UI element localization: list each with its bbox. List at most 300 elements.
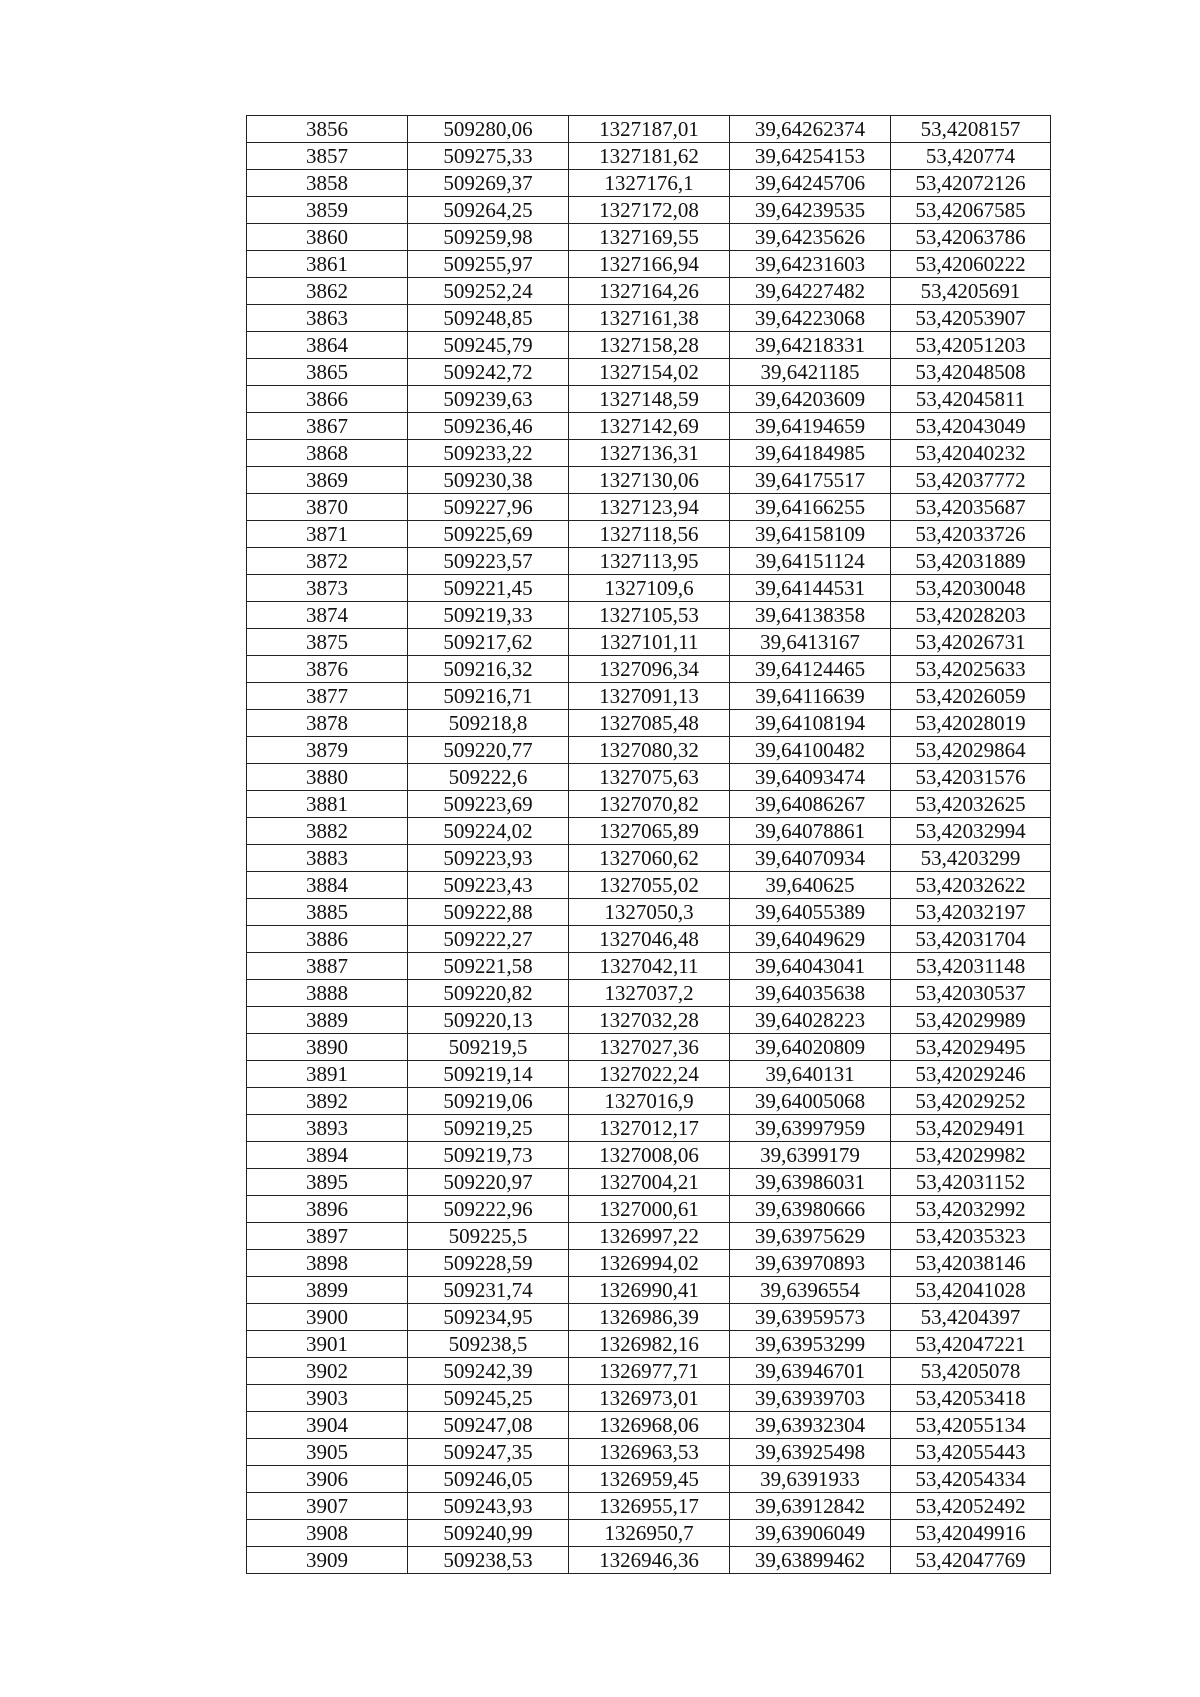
- longitude-cell: 39,64218331: [730, 332, 891, 359]
- table-row: [247, 953, 1051, 980]
- latitude-cell: 53,42031576: [891, 764, 1051, 791]
- coordinates-table-body: [247, 116, 1051, 1574]
- latitude-cell: 53,42029864: [891, 737, 1051, 764]
- longitude-cell: 39,6391933: [730, 1466, 891, 1493]
- latitude-cell: 53,42029989: [891, 1007, 1051, 1034]
- y-coordinate-cell: 1327085,48: [569, 710, 730, 737]
- y-coordinate-cell: 1327091,13: [569, 683, 730, 710]
- x-coordinate-cell: 509264,25: [408, 197, 569, 224]
- table-row: [247, 1223, 1051, 1250]
- latitude-cell: 53,4203299: [891, 845, 1051, 872]
- latitude-cell: 53,42049916: [891, 1520, 1051, 1547]
- longitude-cell: 39,63932304: [730, 1412, 891, 1439]
- latitude-cell: 53,42047769: [891, 1547, 1051, 1574]
- table-row: [247, 683, 1051, 710]
- y-coordinate-cell: 1327148,59: [569, 386, 730, 413]
- table-row: [247, 1358, 1051, 1385]
- x-coordinate-cell: 509216,32: [408, 656, 569, 683]
- x-coordinate-cell: 509222,6: [408, 764, 569, 791]
- y-coordinate-cell: 1326986,39: [569, 1304, 730, 1331]
- x-coordinate-cell: 509221,45: [408, 575, 569, 602]
- longitude-cell: 39,64262374: [730, 116, 891, 143]
- longitude-cell: 39,63986031: [730, 1169, 891, 1196]
- x-coordinate-cell: 509248,85: [408, 305, 569, 332]
- latitude-cell: 53,42029246: [891, 1061, 1051, 1088]
- x-coordinate-cell: 509243,93: [408, 1493, 569, 1520]
- latitude-cell: 53,42029495: [891, 1034, 1051, 1061]
- table-row: [247, 332, 1051, 359]
- point-number-cell: 3858: [247, 170, 408, 197]
- point-number-cell: 3874: [247, 602, 408, 629]
- latitude-cell: 53,42055443: [891, 1439, 1051, 1466]
- latitude-cell: 53,42035687: [891, 494, 1051, 521]
- y-coordinate-cell: 1327065,89: [569, 818, 730, 845]
- table-row: [247, 1547, 1051, 1574]
- x-coordinate-cell: 509218,8: [408, 710, 569, 737]
- table-row: [247, 170, 1051, 197]
- latitude-cell: 53,42038146: [891, 1250, 1051, 1277]
- y-coordinate-cell: 1327004,21: [569, 1169, 730, 1196]
- point-number-cell: 3866: [247, 386, 408, 413]
- table-row: [247, 251, 1051, 278]
- point-number-cell: 3893: [247, 1115, 408, 1142]
- x-coordinate-cell: 509225,5: [408, 1223, 569, 1250]
- y-coordinate-cell: 1327046,48: [569, 926, 730, 953]
- latitude-cell: 53,4208157: [891, 116, 1051, 143]
- y-coordinate-cell: 1327012,17: [569, 1115, 730, 1142]
- y-coordinate-cell: 1327080,32: [569, 737, 730, 764]
- longitude-cell: 39,63946701: [730, 1358, 891, 1385]
- table-row: [247, 629, 1051, 656]
- longitude-cell: 39,64223068: [730, 305, 891, 332]
- table-row: [247, 872, 1051, 899]
- table-row: [247, 1304, 1051, 1331]
- latitude-cell: 53,42052492: [891, 1493, 1051, 1520]
- point-number-cell: 3880: [247, 764, 408, 791]
- latitude-cell: 53,42043049: [891, 413, 1051, 440]
- latitude-cell: 53,4204397: [891, 1304, 1051, 1331]
- longitude-cell: 39,63925498: [730, 1439, 891, 1466]
- x-coordinate-cell: 509217,62: [408, 629, 569, 656]
- y-coordinate-cell: 1326994,02: [569, 1250, 730, 1277]
- table-row: [247, 764, 1051, 791]
- longitude-cell: 39,6396554: [730, 1277, 891, 1304]
- table-row: [247, 1331, 1051, 1358]
- point-number-cell: 3889: [247, 1007, 408, 1034]
- longitude-cell: 39,64138358: [730, 602, 891, 629]
- x-coordinate-cell: 509242,39: [408, 1358, 569, 1385]
- latitude-cell: 53,420774: [891, 143, 1051, 170]
- longitude-cell: 39,64100482: [730, 737, 891, 764]
- x-coordinate-cell: 509231,74: [408, 1277, 569, 1304]
- x-coordinate-cell: 509247,08: [408, 1412, 569, 1439]
- point-number-cell: 3891: [247, 1061, 408, 1088]
- point-number-cell: 3862: [247, 278, 408, 305]
- point-number-cell: 3884: [247, 872, 408, 899]
- table-row: [247, 197, 1051, 224]
- x-coordinate-cell: 509219,14: [408, 1061, 569, 1088]
- x-coordinate-cell: 509255,97: [408, 251, 569, 278]
- latitude-cell: 53,42030537: [891, 980, 1051, 1007]
- y-coordinate-cell: 1327037,2: [569, 980, 730, 1007]
- y-coordinate-cell: 1327164,26: [569, 278, 730, 305]
- latitude-cell: 53,42029491: [891, 1115, 1051, 1142]
- table-row: [247, 359, 1051, 386]
- latitude-cell: 53,42032622: [891, 872, 1051, 899]
- x-coordinate-cell: 509247,35: [408, 1439, 569, 1466]
- latitude-cell: 53,42031148: [891, 953, 1051, 980]
- table-row: [247, 656, 1051, 683]
- latitude-cell: 53,42040232: [891, 440, 1051, 467]
- y-coordinate-cell: 1326977,71: [569, 1358, 730, 1385]
- y-coordinate-cell: 1327118,56: [569, 521, 730, 548]
- table-row: [247, 899, 1051, 926]
- table-row: [247, 494, 1051, 521]
- point-number-cell: 3871: [247, 521, 408, 548]
- table-row: [247, 224, 1051, 251]
- latitude-cell: 53,42029982: [891, 1142, 1051, 1169]
- longitude-cell: 39,63906049: [730, 1520, 891, 1547]
- x-coordinate-cell: 509227,96: [408, 494, 569, 521]
- longitude-cell: 39,640625: [730, 872, 891, 899]
- table-row: [247, 575, 1051, 602]
- latitude-cell: 53,42031152: [891, 1169, 1051, 1196]
- longitude-cell: 39,64175517: [730, 467, 891, 494]
- longitude-cell: 39,63939703: [730, 1385, 891, 1412]
- point-number-cell: 3860: [247, 224, 408, 251]
- table-row: [247, 1412, 1051, 1439]
- longitude-cell: 39,64070934: [730, 845, 891, 872]
- x-coordinate-cell: 509269,37: [408, 170, 569, 197]
- point-number-cell: 3886: [247, 926, 408, 953]
- table-row: [247, 1520, 1051, 1547]
- latitude-cell: 53,42063786: [891, 224, 1051, 251]
- longitude-cell: 39,63959573: [730, 1304, 891, 1331]
- longitude-cell: 39,64151124: [730, 548, 891, 575]
- y-coordinate-cell: 1326990,41: [569, 1277, 730, 1304]
- x-coordinate-cell: 509220,97: [408, 1169, 569, 1196]
- table-row: [247, 413, 1051, 440]
- x-coordinate-cell: 509224,02: [408, 818, 569, 845]
- table-row: [247, 305, 1051, 332]
- table-row: [247, 143, 1051, 170]
- y-coordinate-cell: 1326955,17: [569, 1493, 730, 1520]
- longitude-cell: 39,64239535: [730, 197, 891, 224]
- table-row: [247, 602, 1051, 629]
- point-number-cell: 3868: [247, 440, 408, 467]
- longitude-cell: 39,64194659: [730, 413, 891, 440]
- latitude-cell: 53,42072126: [891, 170, 1051, 197]
- point-number-cell: 3864: [247, 332, 408, 359]
- table-row: [247, 467, 1051, 494]
- point-number-cell: 3908: [247, 1520, 408, 1547]
- point-number-cell: 3899: [247, 1277, 408, 1304]
- x-coordinate-cell: 509238,5: [408, 1331, 569, 1358]
- x-coordinate-cell: 509245,25: [408, 1385, 569, 1412]
- table-row: [247, 116, 1051, 143]
- longitude-cell: 39,64020809: [730, 1034, 891, 1061]
- latitude-cell: 53,42030048: [891, 575, 1051, 602]
- longitude-cell: 39,64043041: [730, 953, 891, 980]
- y-coordinate-cell: 1326963,53: [569, 1439, 730, 1466]
- latitude-cell: 53,42053418: [891, 1385, 1051, 1412]
- y-coordinate-cell: 1327130,06: [569, 467, 730, 494]
- longitude-cell: 39,64049629: [730, 926, 891, 953]
- y-coordinate-cell: 1327181,62: [569, 143, 730, 170]
- x-coordinate-cell: 509234,95: [408, 1304, 569, 1331]
- x-coordinate-cell: 509239,63: [408, 386, 569, 413]
- longitude-cell: 39,6413167: [730, 629, 891, 656]
- longitude-cell: 39,640131: [730, 1061, 891, 1088]
- y-coordinate-cell: 1327000,61: [569, 1196, 730, 1223]
- point-number-cell: 3861: [247, 251, 408, 278]
- point-number-cell: 3857: [247, 143, 408, 170]
- y-coordinate-cell: 1326973,01: [569, 1385, 730, 1412]
- table-row: [247, 737, 1051, 764]
- longitude-cell: 39,64055389: [730, 899, 891, 926]
- table-row: [247, 1034, 1051, 1061]
- y-coordinate-cell: 1327101,11: [569, 629, 730, 656]
- table-row: [247, 386, 1051, 413]
- x-coordinate-cell: 509280,06: [408, 116, 569, 143]
- longitude-cell: 39,64124465: [730, 656, 891, 683]
- table-row: [247, 1250, 1051, 1277]
- latitude-cell: 53,42032197: [891, 899, 1051, 926]
- table-row: [247, 1142, 1051, 1169]
- point-number-cell: 3865: [247, 359, 408, 386]
- latitude-cell: 53,4205078: [891, 1358, 1051, 1385]
- latitude-cell: 53,42045811: [891, 386, 1051, 413]
- latitude-cell: 53,42029252: [891, 1088, 1051, 1115]
- point-number-cell: 3907: [247, 1493, 408, 1520]
- point-number-cell: 3863: [247, 305, 408, 332]
- point-number-cell: 3877: [247, 683, 408, 710]
- latitude-cell: 53,42067585: [891, 197, 1051, 224]
- y-coordinate-cell: 1327123,94: [569, 494, 730, 521]
- point-number-cell: 3892: [247, 1088, 408, 1115]
- latitude-cell: 53,42026731: [891, 629, 1051, 656]
- x-coordinate-cell: 509216,71: [408, 683, 569, 710]
- x-coordinate-cell: 509222,27: [408, 926, 569, 953]
- y-coordinate-cell: 1327176,1: [569, 170, 730, 197]
- x-coordinate-cell: 509223,57: [408, 548, 569, 575]
- point-number-cell: 3885: [247, 899, 408, 926]
- x-coordinate-cell: 509245,79: [408, 332, 569, 359]
- point-number-cell: 3879: [247, 737, 408, 764]
- table-row: [247, 1061, 1051, 1088]
- x-coordinate-cell: 509228,59: [408, 1250, 569, 1277]
- point-number-cell: 3903: [247, 1385, 408, 1412]
- y-coordinate-cell: 1327055,02: [569, 872, 730, 899]
- point-number-cell: 3882: [247, 818, 408, 845]
- y-coordinate-cell: 1326946,36: [569, 1547, 730, 1574]
- latitude-cell: 53,42041028: [891, 1277, 1051, 1304]
- x-coordinate-cell: 509259,98: [408, 224, 569, 251]
- longitude-cell: 39,64005068: [730, 1088, 891, 1115]
- point-number-cell: 3869: [247, 467, 408, 494]
- longitude-cell: 39,63953299: [730, 1331, 891, 1358]
- latitude-cell: 53,4205691: [891, 278, 1051, 305]
- x-coordinate-cell: 509222,88: [408, 899, 569, 926]
- y-coordinate-cell: 1327169,55: [569, 224, 730, 251]
- y-coordinate-cell: 1327022,24: [569, 1061, 730, 1088]
- point-number-cell: 3896: [247, 1196, 408, 1223]
- y-coordinate-cell: 1327016,9: [569, 1088, 730, 1115]
- longitude-cell: 39,64086267: [730, 791, 891, 818]
- latitude-cell: 53,42048508: [891, 359, 1051, 386]
- point-number-cell: 3897: [247, 1223, 408, 1250]
- x-coordinate-cell: 509223,69: [408, 791, 569, 818]
- x-coordinate-cell: 509252,24: [408, 278, 569, 305]
- x-coordinate-cell: 509219,06: [408, 1088, 569, 1115]
- longitude-cell: 39,64078861: [730, 818, 891, 845]
- point-number-cell: 3872: [247, 548, 408, 575]
- longitude-cell: 39,63970893: [730, 1250, 891, 1277]
- x-coordinate-cell: 509223,93: [408, 845, 569, 872]
- table-row: [247, 1169, 1051, 1196]
- latitude-cell: 53,42032625: [891, 791, 1051, 818]
- latitude-cell: 53,42028019: [891, 710, 1051, 737]
- x-coordinate-cell: 509219,73: [408, 1142, 569, 1169]
- x-coordinate-cell: 509242,72: [408, 359, 569, 386]
- longitude-cell: 39,64116639: [730, 683, 891, 710]
- longitude-cell: 39,64227482: [730, 278, 891, 305]
- longitude-cell: 39,63997959: [730, 1115, 891, 1142]
- x-coordinate-cell: 509236,46: [408, 413, 569, 440]
- y-coordinate-cell: 1327070,82: [569, 791, 730, 818]
- y-coordinate-cell: 1327096,34: [569, 656, 730, 683]
- longitude-cell: 39,6421185: [730, 359, 891, 386]
- point-number-cell: 3878: [247, 710, 408, 737]
- latitude-cell: 53,42047221: [891, 1331, 1051, 1358]
- y-coordinate-cell: 1326950,7: [569, 1520, 730, 1547]
- table-row: [247, 1196, 1051, 1223]
- latitude-cell: 53,42031704: [891, 926, 1051, 953]
- longitude-cell: 39,63975629: [730, 1223, 891, 1250]
- y-coordinate-cell: 1327027,36: [569, 1034, 730, 1061]
- point-number-cell: 3905: [247, 1439, 408, 1466]
- y-coordinate-cell: 1327050,3: [569, 899, 730, 926]
- point-number-cell: 3904: [247, 1412, 408, 1439]
- y-coordinate-cell: 1326968,06: [569, 1412, 730, 1439]
- latitude-cell: 53,42054334: [891, 1466, 1051, 1493]
- table-row: [247, 440, 1051, 467]
- coordinates-table: [246, 115, 1051, 1574]
- longitude-cell: 39,64144531: [730, 575, 891, 602]
- latitude-cell: 53,42051203: [891, 332, 1051, 359]
- x-coordinate-cell: 509222,96: [408, 1196, 569, 1223]
- longitude-cell: 39,63980666: [730, 1196, 891, 1223]
- point-number-cell: 3883: [247, 845, 408, 872]
- longitude-cell: 39,64231603: [730, 251, 891, 278]
- longitude-cell: 39,64245706: [730, 170, 891, 197]
- table-row: [247, 1385, 1051, 1412]
- point-number-cell: 3898: [247, 1250, 408, 1277]
- point-number-cell: 3867: [247, 413, 408, 440]
- longitude-cell: 39,63912842: [730, 1493, 891, 1520]
- point-number-cell: 3894: [247, 1142, 408, 1169]
- longitude-cell: 39,64166255: [730, 494, 891, 521]
- point-number-cell: 3887: [247, 953, 408, 980]
- point-number-cell: 3909: [247, 1547, 408, 1574]
- longitude-cell: 39,64035638: [730, 980, 891, 1007]
- x-coordinate-cell: 509233,22: [408, 440, 569, 467]
- x-coordinate-cell: 509223,43: [408, 872, 569, 899]
- table-row: [247, 278, 1051, 305]
- y-coordinate-cell: 1327032,28: [569, 1007, 730, 1034]
- x-coordinate-cell: 509220,82: [408, 980, 569, 1007]
- point-number-cell: 3859: [247, 197, 408, 224]
- x-coordinate-cell: 509219,33: [408, 602, 569, 629]
- x-coordinate-cell: 509238,53: [408, 1547, 569, 1574]
- x-coordinate-cell: 509219,5: [408, 1034, 569, 1061]
- y-coordinate-cell: 1327142,69: [569, 413, 730, 440]
- y-coordinate-cell: 1327060,62: [569, 845, 730, 872]
- x-coordinate-cell: 509225,69: [408, 521, 569, 548]
- point-number-cell: 3888: [247, 980, 408, 1007]
- point-number-cell: 3901: [247, 1331, 408, 1358]
- table-row: [247, 710, 1051, 737]
- table-row: [247, 1007, 1051, 1034]
- y-coordinate-cell: 1327161,38: [569, 305, 730, 332]
- longitude-cell: 39,63899462: [730, 1547, 891, 1574]
- table-row: [247, 1466, 1051, 1493]
- latitude-cell: 53,42035323: [891, 1223, 1051, 1250]
- x-coordinate-cell: 509246,05: [408, 1466, 569, 1493]
- point-number-cell: 3870: [247, 494, 408, 521]
- table-row: [247, 791, 1051, 818]
- y-coordinate-cell: 1327113,95: [569, 548, 730, 575]
- latitude-cell: 53,42032994: [891, 818, 1051, 845]
- table-row: [247, 1115, 1051, 1142]
- latitude-cell: 53,42026059: [891, 683, 1051, 710]
- longitude-cell: 39,64158109: [730, 521, 891, 548]
- latitude-cell: 53,42028203: [891, 602, 1051, 629]
- latitude-cell: 53,42025633: [891, 656, 1051, 683]
- y-coordinate-cell: 1327075,63: [569, 764, 730, 791]
- longitude-cell: 39,64108194: [730, 710, 891, 737]
- point-number-cell: 3900: [247, 1304, 408, 1331]
- x-coordinate-cell: 509275,33: [408, 143, 569, 170]
- y-coordinate-cell: 1327154,02: [569, 359, 730, 386]
- latitude-cell: 53,42033726: [891, 521, 1051, 548]
- point-number-cell: 3873: [247, 575, 408, 602]
- x-coordinate-cell: 509221,58: [408, 953, 569, 980]
- y-coordinate-cell: 1327109,6: [569, 575, 730, 602]
- point-number-cell: 3895: [247, 1169, 408, 1196]
- longitude-cell: 39,64184985: [730, 440, 891, 467]
- table-row: [247, 818, 1051, 845]
- point-number-cell: 3890: [247, 1034, 408, 1061]
- point-number-cell: 3856: [247, 116, 408, 143]
- y-coordinate-cell: 1327042,11: [569, 953, 730, 980]
- point-number-cell: 3902: [247, 1358, 408, 1385]
- x-coordinate-cell: 509240,99: [408, 1520, 569, 1547]
- y-coordinate-cell: 1327158,28: [569, 332, 730, 359]
- y-coordinate-cell: 1327105,53: [569, 602, 730, 629]
- y-coordinate-cell: 1327187,01: [569, 116, 730, 143]
- table-row: [247, 980, 1051, 1007]
- longitude-cell: 39,6399179: [730, 1142, 891, 1169]
- table-row: [247, 926, 1051, 953]
- y-coordinate-cell: 1327136,31: [569, 440, 730, 467]
- longitude-cell: 39,64028223: [730, 1007, 891, 1034]
- latitude-cell: 53,42037772: [891, 467, 1051, 494]
- latitude-cell: 53,42060222: [891, 251, 1051, 278]
- longitude-cell: 39,64254153: [730, 143, 891, 170]
- y-coordinate-cell: 1326997,22: [569, 1223, 730, 1250]
- y-coordinate-cell: 1326982,16: [569, 1331, 730, 1358]
